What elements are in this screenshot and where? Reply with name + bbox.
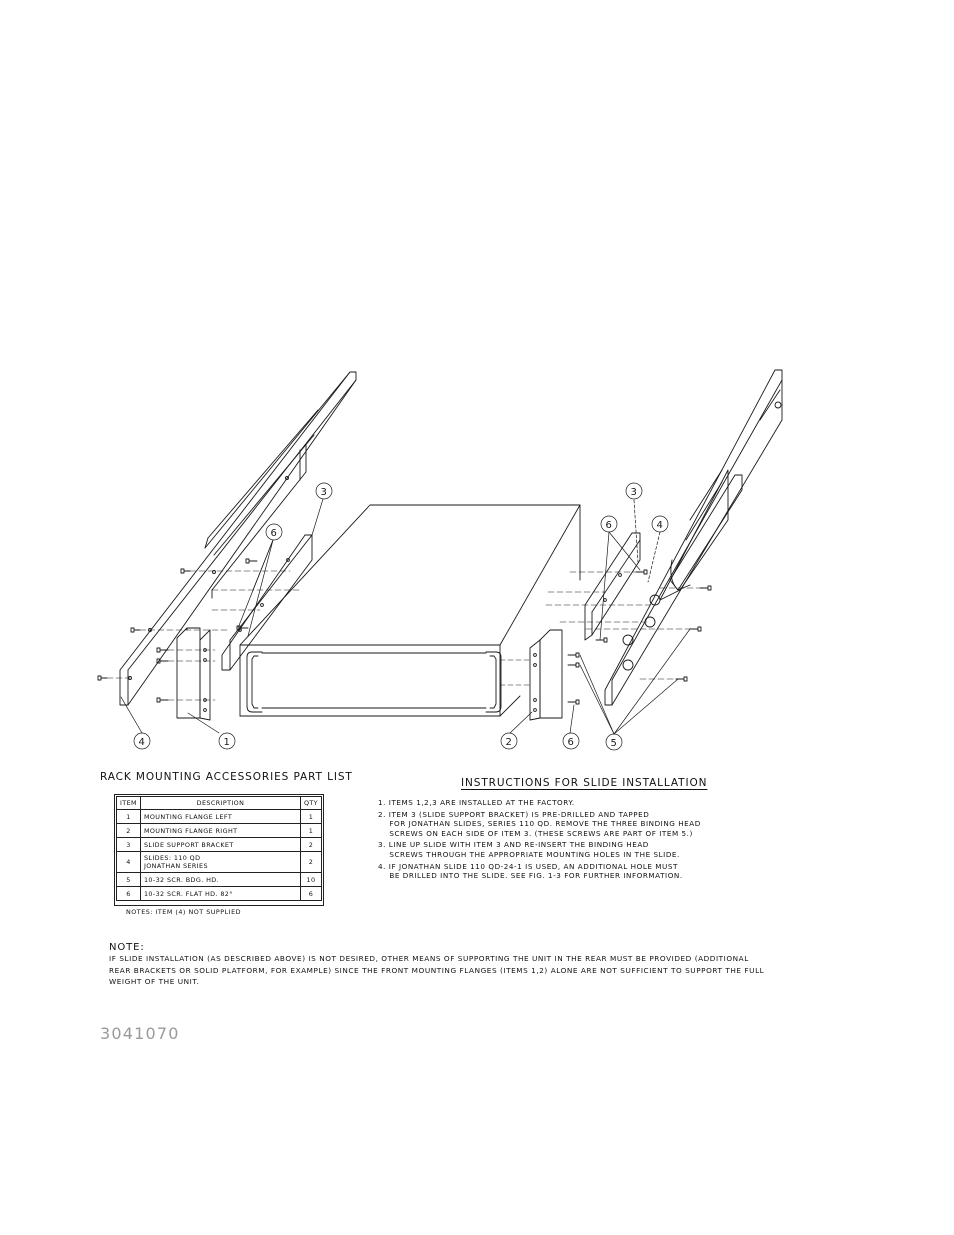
instruction-item: 4. IF JONATHAN SLIDE 110 QD-24-1 IS USED, AN ADDITIONAL HOLE MUST BE DRILLED INTO THE SLIDE. SEE FIG. 1-3 FOR FURTHER INFORMATION. — [378, 861, 683, 881]
right-support-bracket — [585, 533, 640, 640]
row-description: 10-32 SCR. FLAT HD. 82° — [140, 887, 300, 901]
row-description: SLIDE SUPPORT BRACKET — [140, 838, 300, 852]
instructions-title: INSTRUCTIONS FOR SLIDE INSTALLATION — [461, 777, 708, 789]
callout-6-left: 6 — [270, 528, 278, 539]
header-description: DESCRIPTION — [140, 797, 300, 810]
row-qty: 2 — [300, 852, 321, 873]
row-qty: 1 — [300, 810, 321, 824]
callout-2: 2 — [505, 737, 513, 748]
note-body: IF SLIDE INSTALLATION (AS DESCRIBED ABOVE) IS NOT DESIRED, OTHER MEANS OF SUPPORTING THE UNIT IN THE REAR MUST BE PROVIDED (ADDITIONAL REAR BRACKETS OR SOLID PLATFORM, FOR EXAMPLE) SINCE THE FRONT MOUNTING FLANGES (ITEMS 1,2) ALONE ARE NOT SUFFICIENT TO SUPPORT THE FULL WEIGHT OF THE UNIT. — [109, 954, 765, 986]
parts-table-note: NOTES: ITEM (4) NOT SUPPLIED — [126, 908, 242, 916]
row-item: 2 — [117, 824, 141, 838]
table-row — [117, 873, 322, 887]
callout-5: 5 — [610, 738, 618, 749]
row-description-line2: JONATHAN SERIES — [143, 862, 208, 870]
header-qty: QTY — [300, 797, 321, 810]
callout-4-right: 4 — [656, 520, 664, 531]
left-slide — [120, 372, 356, 705]
row-qty: 1 — [300, 824, 321, 838]
callout-6-right-bottom: 6 — [567, 737, 575, 748]
callout-6-right-top: 6 — [605, 520, 613, 531]
parts-table — [116, 796, 322, 901]
left-mounting-flange — [177, 628, 210, 720]
row-qty: 6 — [300, 887, 321, 901]
chassis-unit — [240, 505, 580, 716]
instruction-item: 3. LINE UP SLIDE WITH ITEM 3 AND RE-INSERT THE BINDING HEAD SCREWS THROUGH THE APPROPRIATE MOUNTING HOLES IN THE SLIDE. — [378, 840, 680, 859]
callout-circles — [134, 483, 668, 750]
row-qty: 2 — [300, 838, 321, 852]
row-item: 5 — [117, 873, 141, 887]
right-slide — [605, 370, 782, 705]
table-row — [117, 852, 322, 873]
row-description-line1: SLIDES: 110 QD — [143, 854, 201, 862]
table-row — [117, 810, 322, 824]
row-description: 10-32 SCR. BDG. HD. — [140, 873, 300, 887]
row-description: MOUNTING FLANGE RIGHT — [140, 824, 300, 838]
row-item: 3 — [117, 838, 141, 852]
table-header-row — [117, 797, 322, 810]
callout-3-left: 3 — [320, 487, 328, 498]
callout-4-left: 4 — [138, 737, 146, 748]
row-qty: 10 — [300, 873, 321, 887]
row-item: 1 — [117, 810, 141, 824]
parts-list-title: RACK MOUNTING ACCESSORIES PART LIST — [100, 771, 353, 783]
row-item: 4 — [117, 852, 141, 873]
instructions-list — [378, 798, 778, 883]
document-number: 3041070 — [100, 1024, 180, 1043]
header-item: ITEM — [117, 797, 141, 810]
row-item: 6 — [117, 887, 141, 901]
instruction-item: 1. ITEMS 1,2,3 ARE INSTALLED AT THE FACTORY. — [378, 798, 575, 807]
table-row — [117, 838, 322, 852]
table-row — [117, 887, 322, 901]
callout-1: 1 — [223, 737, 231, 748]
left-screws — [98, 559, 257, 702]
right-inner-slide-member — [670, 475, 742, 590]
row-description: MOUNTING FLANGE LEFT — [140, 810, 300, 824]
instruction-item: 2. ITEM 3 (SLIDE SUPPORT BRACKET) IS PRE-DRILLED AND TAPPED FOR JONATHAN SLIDES, SERIES 110 QD. REMOVE THE THREE BINDING HEAD SCREWS ON EACH SIDE OF ITEM 3. (THESE SCREWS ARE PART OF ITEM 5.) — [378, 809, 701, 838]
callout-3-right: 3 — [630, 487, 638, 498]
left-alignment-lines — [107, 571, 300, 700]
row-description — [140, 852, 300, 873]
table-row — [117, 824, 322, 838]
note-heading: NOTE: — [109, 942, 145, 953]
